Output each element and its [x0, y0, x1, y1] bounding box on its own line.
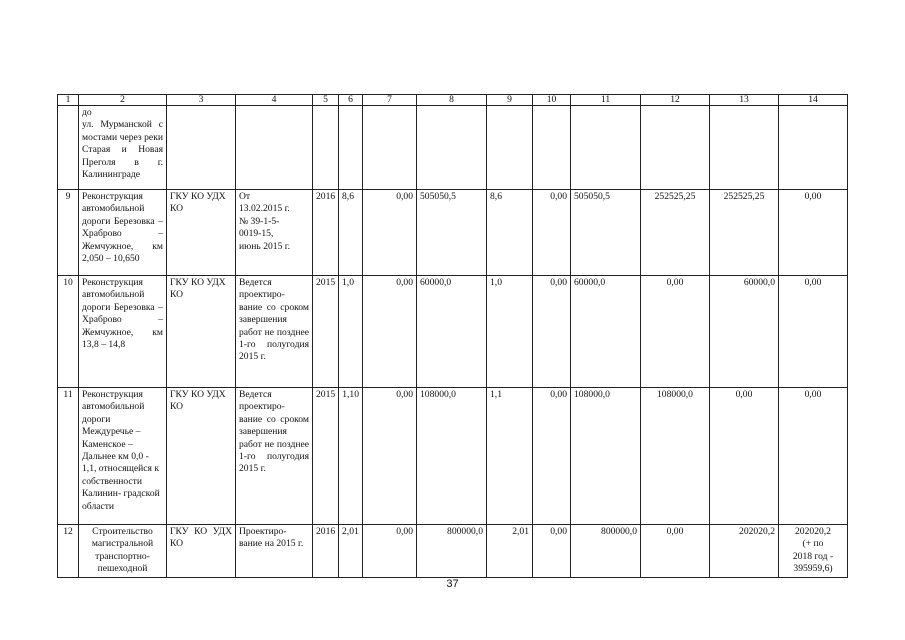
- column-number: 9: [487, 95, 533, 106]
- value-cell: 0,00: [533, 190, 571, 276]
- row-number: 10: [58, 276, 79, 388]
- year-cell: 2016: [313, 525, 339, 578]
- column-number: 14: [779, 95, 848, 106]
- year-cell: 2015: [313, 388, 339, 525]
- column-number: 6: [339, 95, 363, 106]
- value-cell: [571, 106, 641, 190]
- design-docs: Ведется проектиро- вание со сроком завершения работ не позднее 1-го полугодия 2015 г.: [236, 276, 313, 388]
- column-number: 2: [79, 95, 167, 106]
- customer: ГКУ КО УДХ КО: [167, 190, 236, 276]
- value-cell: 2,01: [487, 525, 533, 578]
- value-cell: [779, 106, 848, 190]
- value-cell: 2,01: [339, 525, 363, 578]
- value-cell: 0,00: [710, 388, 779, 525]
- value-cell: 60000,0: [710, 276, 779, 388]
- value-cell: 60000,0: [571, 276, 641, 388]
- design-docs: Проектиро- вание на 2015 г.: [236, 525, 313, 578]
- column-number: 3: [167, 95, 236, 106]
- value-cell: 252525,25: [641, 190, 710, 276]
- value-cell: [641, 106, 710, 190]
- row-number: 11: [58, 388, 79, 525]
- value-cell: [417, 106, 487, 190]
- customer: ГКУ КО УДХ КО: [167, 388, 236, 525]
- column-number: 12: [641, 95, 710, 106]
- column-number: 13: [710, 95, 779, 106]
- customer: [167, 106, 236, 190]
- object-name: Строительство магистральной транспортно- пешеходной: [79, 525, 167, 578]
- value-cell: [363, 106, 417, 190]
- object-name: Реконструкция автомобильной дороги Междуречье – Каменское – Дальнее км 0,0 - 1,1, относящейся к собственности Калинин- градской области: [79, 388, 167, 525]
- value-cell: [339, 106, 363, 190]
- page-number: 37: [446, 578, 459, 590]
- value-cell: 0,00: [779, 276, 848, 388]
- table-row: [58, 190, 848, 276]
- table-row: [58, 276, 848, 388]
- value-cell: 252525,25: [710, 190, 779, 276]
- row-number: 9: [58, 190, 79, 276]
- year-cell: 2016: [313, 190, 339, 276]
- value-cell: 800000,0: [417, 525, 487, 578]
- value-cell: 0,00: [363, 276, 417, 388]
- value-cell: 202020,2 (+ по 2018 год - 395959,6): [779, 525, 848, 578]
- object-name: Реконструкция автомобильной дороги Березовка – Храброво – Жемчужное, км 2,050 – 10,650: [79, 190, 167, 276]
- table-row: [58, 388, 848, 525]
- value-cell: 108000,0: [641, 388, 710, 525]
- row-number: [58, 106, 79, 190]
- value-cell: 505050,5: [417, 190, 487, 276]
- value-cell: 1,0: [487, 276, 533, 388]
- design-docs: [236, 106, 313, 190]
- value-cell: 0,00: [363, 388, 417, 525]
- design-docs: Ведется проектиро- вание со сроком завершения работ не позднее 1-го полугодия 2015 г.: [236, 388, 313, 525]
- value-cell: 0,00: [641, 525, 710, 578]
- value-cell: 1,0: [339, 276, 363, 388]
- value-cell: 108000,0: [417, 388, 487, 525]
- object-name: Реконструкция автомобильной дороги Березовка – Храброво – Жемчужное, км 13,8 – 14,8: [79, 276, 167, 388]
- value-cell: 0,00: [779, 388, 848, 525]
- column-number: 7: [363, 95, 417, 106]
- column-number: 10: [533, 95, 571, 106]
- row-number: 12: [58, 525, 79, 578]
- value-cell: 505050,5: [571, 190, 641, 276]
- value-cell: 8,6: [487, 190, 533, 276]
- works-table: [57, 94, 848, 578]
- value-cell: 60000,0: [417, 276, 487, 388]
- value-cell: 108000,0: [571, 388, 641, 525]
- column-number: 11: [571, 95, 641, 106]
- table-row: [58, 525, 848, 578]
- object-name: до ул. Мурманской с мостами через реки Старая и Новая Преголя в г. Калининграде: [79, 106, 167, 190]
- value-cell: 1,10: [339, 388, 363, 525]
- year-cell: [313, 106, 339, 190]
- value-cell: 8,6: [339, 190, 363, 276]
- value-cell: 0,00: [533, 525, 571, 578]
- value-cell: 0,00: [363, 525, 417, 578]
- value-cell: 1,1: [487, 388, 533, 525]
- value-cell: 0,00: [641, 276, 710, 388]
- value-cell: 0,00: [533, 276, 571, 388]
- column-number: 4: [236, 95, 313, 106]
- table-row: [58, 106, 848, 190]
- value-cell: 202020,2: [710, 525, 779, 578]
- design-docs: От 13.02.2015 г. № 39-1-5- 0019-15, июнь 2015 г.: [236, 190, 313, 276]
- column-number: 5: [313, 95, 339, 106]
- year-cell: 2015: [313, 276, 339, 388]
- value-cell: [487, 106, 533, 190]
- value-cell: [533, 106, 571, 190]
- customer: ГКУ КО УДХ КО: [167, 276, 236, 388]
- column-number-row: [58, 95, 848, 106]
- column-number: 1: [58, 95, 79, 106]
- customer: ГКУ КО УДХ КО: [167, 525, 236, 578]
- value-cell: 800000,0: [571, 525, 641, 578]
- value-cell: 0,00: [533, 388, 571, 525]
- column-number: 8: [417, 95, 487, 106]
- value-cell: 0,00: [363, 190, 417, 276]
- value-cell: [710, 106, 779, 190]
- value-cell: 0,00: [779, 190, 848, 276]
